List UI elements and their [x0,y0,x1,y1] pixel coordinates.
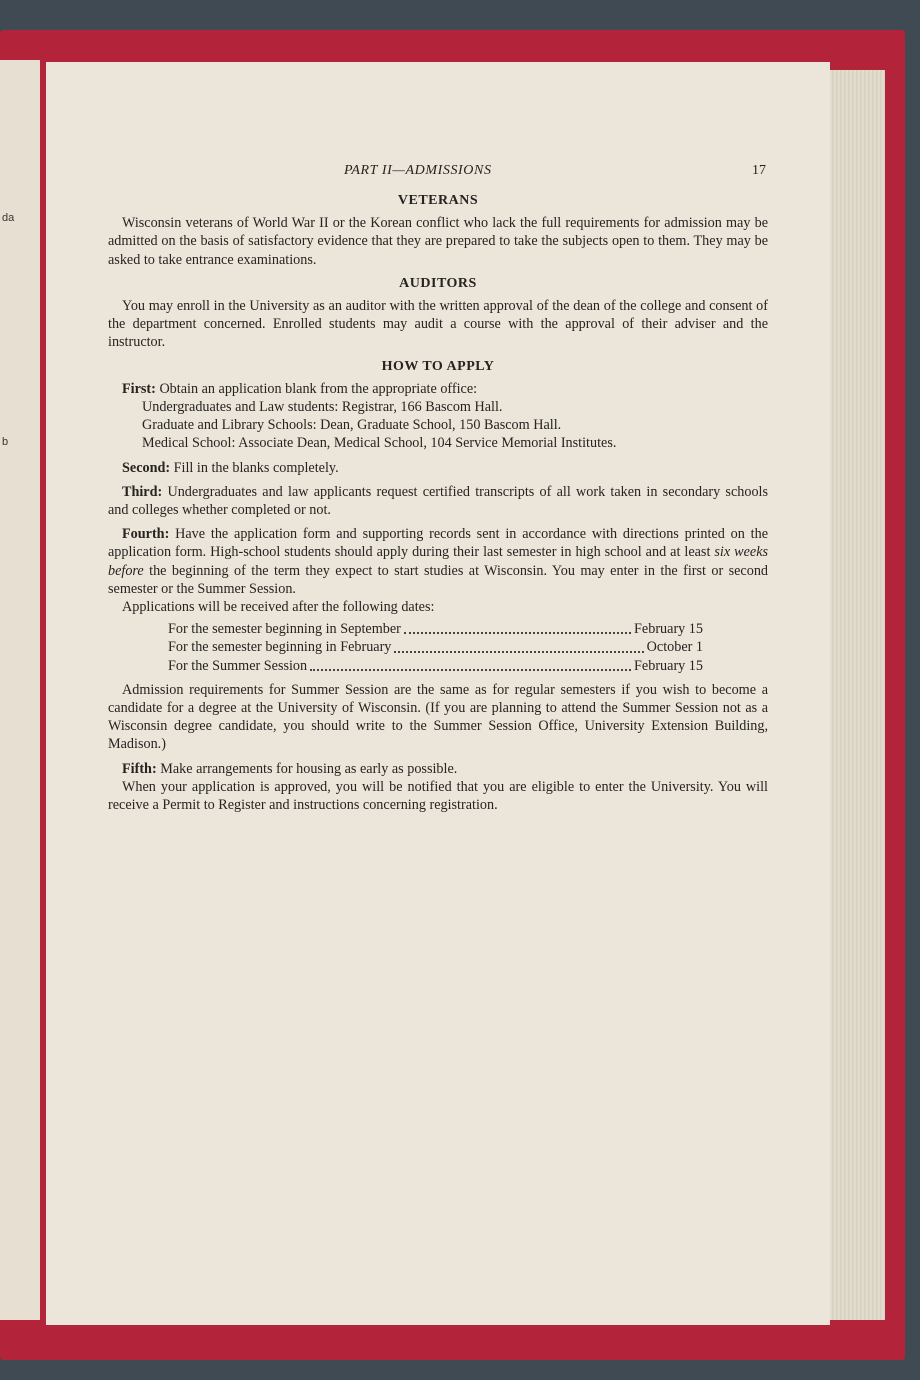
page-number: 17 [752,163,766,178]
fifth-text: Make arrangements for housing as early as possible. [160,760,458,777]
veterans-paragraph: Wisconsin veterans of World War II or the Korean conflict who lack the full requirements for admission may be admitted on the basis of satisfactory evidence that they are prepared to take the subjects open to them. They may be asked to take entrance examinations. [108,215,768,268]
date-row [168,638,703,656]
applications-intro: Applications will be received after the following dates: [122,599,435,616]
date-row [168,657,703,675]
previous-page-fragment: da [2,212,15,224]
fourth-text-a: Have the application form and supporting records sent in accordance with directions printed on the application form. High-school students should apply during their last semester in high school and at least [108,526,768,561]
first-label: First: [122,380,156,397]
auditors-heading: AUDITORS [399,275,477,291]
office-line: Graduate and Library Schools: Dean, Graduate School, 150 Bascom Hall. [142,417,562,434]
third-text: Undergraduates and law applicants request certified transcripts of all work taken in secondary schools and colleges whether completed or not. [108,483,768,519]
first-step [108,380,768,398]
summer-session-paragraph: Admission requirements for Summer Session are the same as for regular semesters if you wish to become a candidate for a degree at the University of Wisconsin. (If you are planning to attend the Summer Session not as a Wisconsin degree candidate, you should write to the Summer Session Office, University Extension Building, Madison.) [108,681,768,753]
fourth-emphasis: six weeks before [108,544,769,579]
date-row-label: For the semester beginning in September [168,621,401,638]
previous-page-edge [0,60,40,1320]
date-row-value: February 15 [634,657,703,674]
fifth-label: Fifth: [122,760,157,777]
office-line: Medical School: Associate Dean, Medical School, 104 Service Memorial Institutes. [142,435,617,452]
veterans-heading: VETERANS [397,193,479,208]
office-line: Undergraduates and Law students: Registrar, 166 Bascom Hall. [142,399,503,416]
closing-paragraph: When your application is approved, you will be notified that you are eligible to enter the University. You will receive a Permit to Register and instructions concerning registration. [108,778,768,814]
fourth-text-b: the beginning of the term they expect to start studies at Wisconsin. You may enter in the first or second semester or the Summer Session. [108,562,769,597]
dot-leader [404,620,631,634]
second-label: Second: [122,459,171,476]
previous-page-fragment: b [2,436,9,448]
dot-leader [394,638,643,652]
fifth-step [108,760,768,778]
page-header [108,160,768,186]
third-label: Third: [122,483,163,500]
date-row-label: For the Summer Session [168,657,308,674]
second-step [108,459,768,477]
date-row [168,620,703,638]
fourth-label: Fourth: [122,526,170,543]
date-row-value: October 1 [646,639,703,656]
date-row-label: For the semester beginning in February [168,639,392,656]
fourth-step [108,525,768,598]
date-table [168,620,703,675]
page-stack-edge [830,70,885,1320]
how-to-apply-heading: HOW TO APPLY [381,358,495,374]
date-row-value: February 15 [634,621,703,638]
third-step [108,483,768,519]
dot-leader [310,657,631,671]
auditors-paragraph: You may enroll in the University as an auditor with the written approval of the dean of the college and consent of the department concerned. Enrolled students may audit a course with the approval of their adviser and the instructor. [108,298,768,351]
first-text: Obtain an application blank from the appropriate office: [159,380,478,397]
page-content [108,160,768,820]
second-text: Fill in the blanks completely. [173,459,339,476]
running-title: PART II—ADMISSIONS [344,163,492,178]
